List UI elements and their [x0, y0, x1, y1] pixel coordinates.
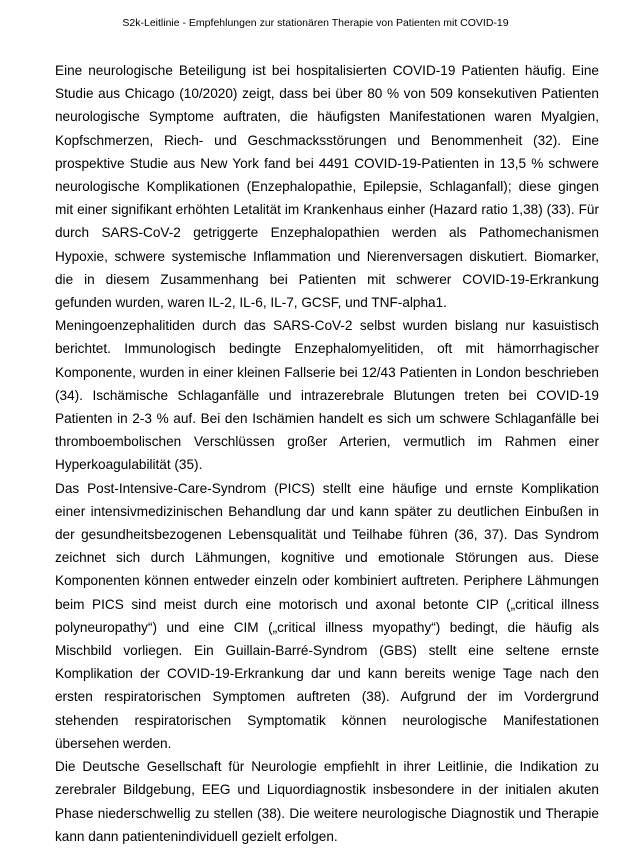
- paragraph-neurological-involvement: Eine neurologische Beteiligung ist bei hospitalisierten COVID-19 Patienten häufig. Eine Studie aus Chicago (10/2020) zeigt, dass bei über 80 % von 509 konsekutiven Patienten neurologische Symptome auftraten, die häufigsten Manifestationen waren Myalgien, Kopfschmerzen, Riech- und Geschmacksstörungen und Benommenheit (32). Eine prospektive Studie aus New York fand bei 4491 COVID-19-Patienten in 13,5 % schwere neurologische Komplikationen (Enzephalopathie, Epilepsie, Schlaganfall); diese gingen mit einer signifikant erhöhten Letalität im Krankenhaus einher (Hazard ratio 1,38) (33). Für durch SARS-CoV-2 getriggerte Enzephalopathien werden als Pathomechanismen Hypoxie, schwere systemische Inflammation und Nierenversagen diskutiert. Biomarker, die in diesem Zusammenhang bei Patienten mit schwerer COVID-19-Erkrankung gefunden wurden, waren IL-2, IL-6, IL-7, GCSF, und TNF-alpha1.: [55, 63, 599, 311]
- paragraph-dgn-recommendation: Die Deutsche Gesellschaft für Neurologie empfiehlt in ihrer Leitlinie, die Indikation zu zerebraler Bildgebung, EEG und Liquordiagnostik insbesondere in der initialen akuten Phase niederschwellig zu stellen (38). Die weitere neurologische Diagnostik und Therapie kann dann patientenindividuell gezielt erfolgen.: [55, 759, 599, 844]
- page-header: S2k-Leitlinie - Empfehlungen zur stationären Therapie von Patienten mit COVID-19: [122, 17, 509, 29]
- body-text: [55, 59, 599, 848]
- paragraph-pics: Das Post-Intensive-Care-Syndrom (PICS) stellt eine häufige und ernste Komplikation einer intensivmedizinischen Behandlung dar und kann später zu deutlichen Einbußen in der gesundheitsbezogenen Lebensqualität und Teilhabe führen (36, 37). Das Syndrom zeichnet sich durch Lähmungen, kognitive und emotionale Störungen aus. Diese Komponenten können entweder einzeln oder kombiniert auftreten. Periphere Lähmungen beim PICS sind meist durch eine motorisch und axonal betonte CIP („critical illness polyneuropathy“) und eine CIM („critical illness myopathy“) bedingt, die häufig als Mischbild vorliegen. Ein Guillain-Barré-Syndrom (GBS) stellt eine seltene ernste Komplikation der COVID-19-Erkrankung dar und kann bereits wenige Tage nach den ersten respiratorischen Symptomen auftreten (38). Aufgrund der im Vordergrund stehenden respiratorischen Symptomatik können neurologische Manifestationen übersehen werden.: [55, 480, 599, 751]
- paragraph-meningoencephalitis: Meningoenzephalitiden durch das SARS-CoV-2 selbst wurden bislang nur kasuistisch berichtet. Immunologisch bedingte Enzephalomyelitiden, oft mit hämorrhagischer Komponente, wurden in einer kleinen Fallserie bei 12/43 Patienten in London beschrieben (34). Ischämische Schlaganfälle und intrazerebrale Blutungen treten bei COVID-19 Patienten in 2-3 % auf. Bei den Ischämien handelt es sich um schwere Schlaganfälle bei thromboembolischen Verschlüssen großer Arterien, vermutlich im Rahmen einer Hyperkoagulabilität (35).: [55, 318, 599, 473]
